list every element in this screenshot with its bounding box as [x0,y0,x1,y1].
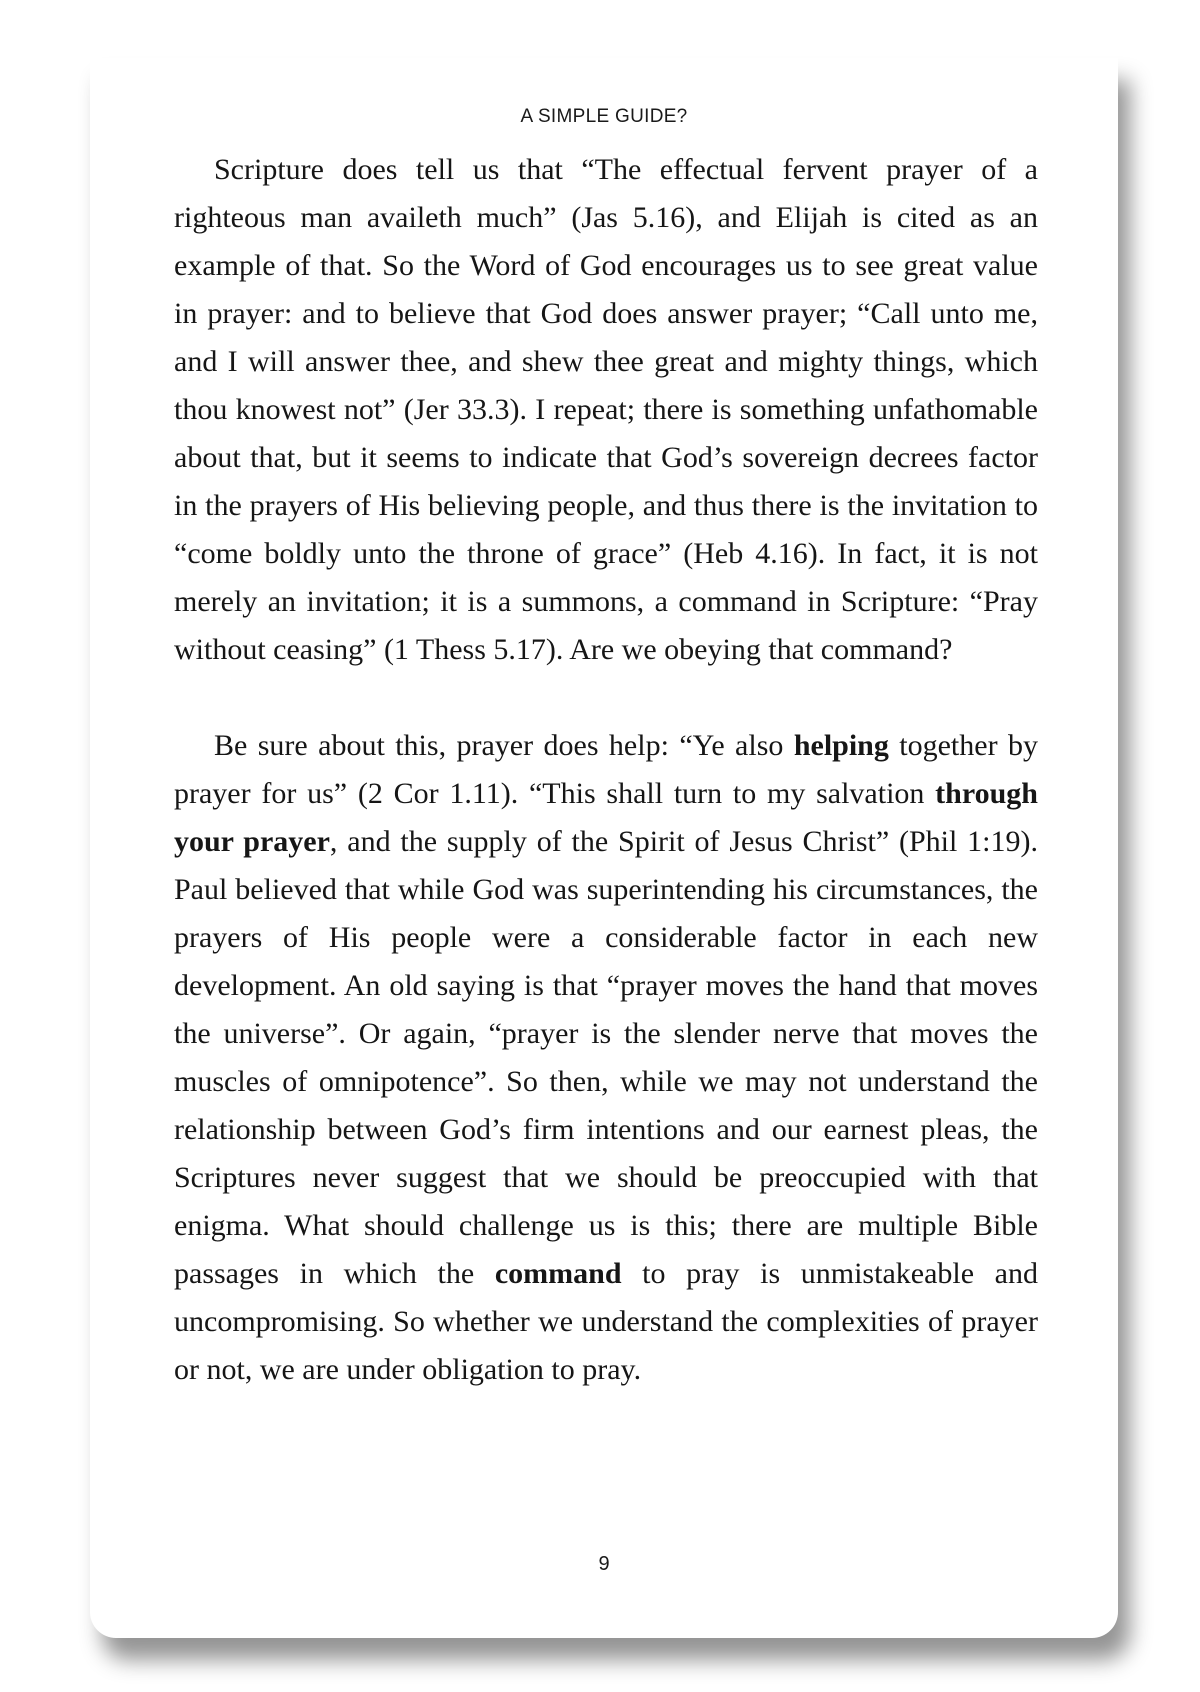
paragraph-text: Be sure about this, prayer does help: “Ye also [214,729,794,762]
paragraph-text: together by prayer for us” (2 Cor 1.11). “This shall turn to my salvation [174,729,1038,810]
emphasis-through-your-prayer: through your prayer [174,777,1038,858]
paragraph-1 [174,146,1038,674]
paragraph-2 [174,722,1038,1394]
running-head: A SIMPLE GUIDE? [520,106,688,127]
paragraph-text: Scripture does tell us that “The effectual fervent prayer of a righteous man availeth much” (Jas 5.16), and Elijah is cited as an example of that. So the Word of God encourages us to see great value in prayer: and to believe that God does answer prayer; “Call unto me, and I will answer thee, and shew thee great and mighty things, which thou knowest not” (Jer 33.3). I repeat; there is something unfathomable about that, but it seems to indicate that God’s sovereign decrees factor in the prayers of His believing people, and thus there is the invitation to “come boldly unto the throne of grace” (Heb 4.16). In fact, it is not merely an invitation; it is a summons, a command in Scripture: “Pray without ceasing” (1 Thess 5.17). Are we obeying that command? [174,153,1038,666]
page-number: 9 [598,1553,610,1575]
book-page [90,58,1118,1638]
emphasis-helping: helping [793,729,889,762]
paragraph-text: to pray is unmistakeable and uncompromising. So whether we understand the complexities of prayer or not, we are under obligation to pray. [174,1257,1038,1386]
body-text [174,146,1038,1394]
emphasis-command: command [494,1257,622,1290]
paragraph-text: , and the supply of the Spirit of Jesus Christ” (Phil 1:19). Paul believed that while God was superintending his circumstances, the prayers of His people were a considerable factor in each new development. An old saying is that “prayer moves the hand that moves the universe”. Or again, “prayer is the slender nerve that moves the muscles of omnipotence”. So then, while we may not understand the relationship between God’s firm intentions and our earnest pleas, the Scriptures never suggest that we should be preoccupied with that enigma. What should challenge us is this; there are multiple Bible passages in which the [174,825,1038,1290]
